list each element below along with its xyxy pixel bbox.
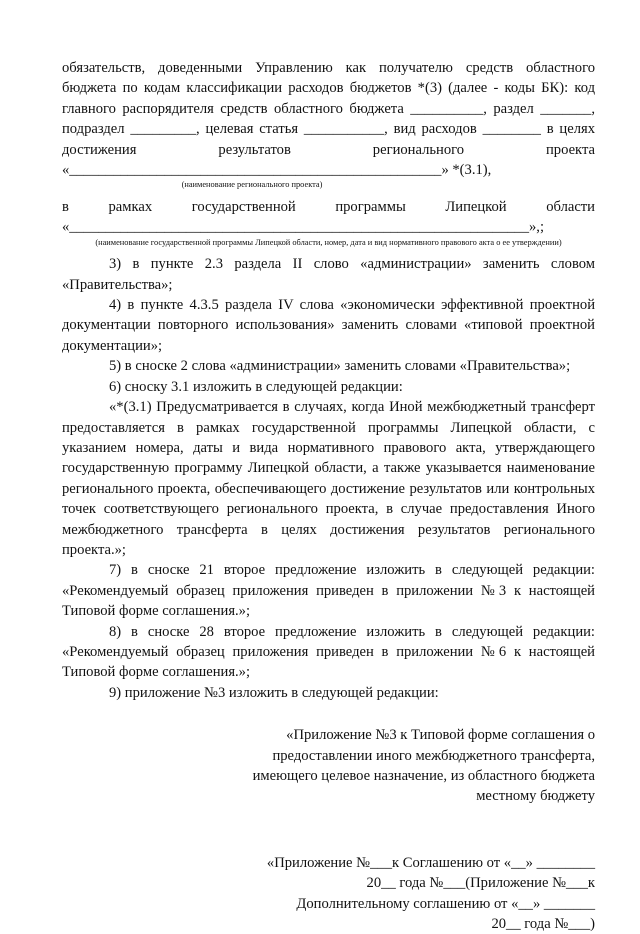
text-line: в рамках государственной программы Липецкой области: [62, 198, 595, 215]
caption-state-program: (наименование государственной программы Липецкой области, номер, дата и вид нормативного правового акта о ее утверждении): [95, 237, 562, 247]
amendment-item-7: 7) в сноске 21 второе предложение изложить в следующей редакции: «Рекомендуемый образец приложения приведен в приложении №3 к настоящей Типовой форме соглашения.»;: [62, 562, 595, 620]
document-page: [62, 58, 595, 934]
appendix-header-line: местному бюджету: [476, 788, 595, 805]
text-line: подраздел _________, целевая статья ___________, вид расходов ________ в целях: [62, 121, 595, 138]
amendment-item-4: 4) в пункте 4.3.5 раздела IV слова «экономически эффективной проектной документации повторного использования» заменить словами «типовой проектной документации»;: [62, 297, 595, 354]
agreement-text-block: [62, 58, 595, 248]
appendix-header-line: предоставлении иного межбюджетного трансферта,: [272, 747, 595, 764]
agreement-reference-line: 20__ года №___(Приложение №___к: [366, 875, 595, 892]
agreement-reference-line: Дополнительному соглашению от «__» _______: [296, 895, 595, 912]
agreement-reference-line: 20__ года №___): [491, 916, 595, 933]
agreement-reference: [62, 853, 595, 934]
amendment-item-3: 3) в пункте 2.3 раздела II слово «администрации» заменить словом «Правительства»;: [62, 256, 595, 293]
amendment-item-9: 9) приложение №3 изложить в следующей редакции:: [109, 684, 439, 701]
regional-project-blank: «___________________________________________________» *(3.1),: [62, 162, 492, 179]
text-line: достижения результатов регионального проекта: [62, 141, 595, 158]
footnote-3-1-quote: «*(3.1) Предусматривается в случаях, когда Иной межбюджетный трансферт предоставляется в рамках государственной программы Липецкой области, с указанием номера, даты и вида нормативного правового акта, утверждающего государственную программу Липецкой области, а также указывается наименование регионального проекта, обеспечивающего достижение результатов или контрольных точек соответствующего регионального проекта, в случае предоставления Иного межбюджетного трансферта в целях достижения результатов регионального проекта.»;: [62, 399, 595, 558]
agreement-reference-line: «Приложение №___к Соглашению от «__» ________: [266, 854, 595, 871]
text-line: обязательств, доведенными Управлению как получателю средств областного: [62, 60, 595, 76]
text-line: главного распорядителя средств областного бюджета __________, раздел _______,: [62, 100, 595, 117]
amendment-item-6: 6) сноску 3.1 изложить в следующей редакции:: [109, 378, 403, 395]
appendix-header-line: имеющего целевое назначение, из областного бюджета: [252, 768, 595, 784]
caption-regional-project: (наименование регионального проекта): [181, 180, 323, 190]
appendix-header-line: «Приложение №3 к Типовой форме соглашения о: [286, 727, 595, 744]
state-program-blank: «_______________________________________________________________»,;: [62, 219, 544, 236]
amendments-list: [62, 254, 595, 703]
appendix-header: [62, 725, 595, 807]
text-line: бюджета по кодам классификации расходов бюджетов *(3) (далее - коды БК): код: [62, 80, 595, 97]
amendment-item-5: 5) в сноске 2 слова «администрации» заменить словами «Правительства»;: [109, 358, 571, 375]
amendment-item-8: 8) в сноске 28 второе предложение изложить в следующей редакции: «Рекомендуемый образец приложения приведен в приложении №6 к настоящей Типовой форме соглашения.»;: [62, 623, 595, 681]
